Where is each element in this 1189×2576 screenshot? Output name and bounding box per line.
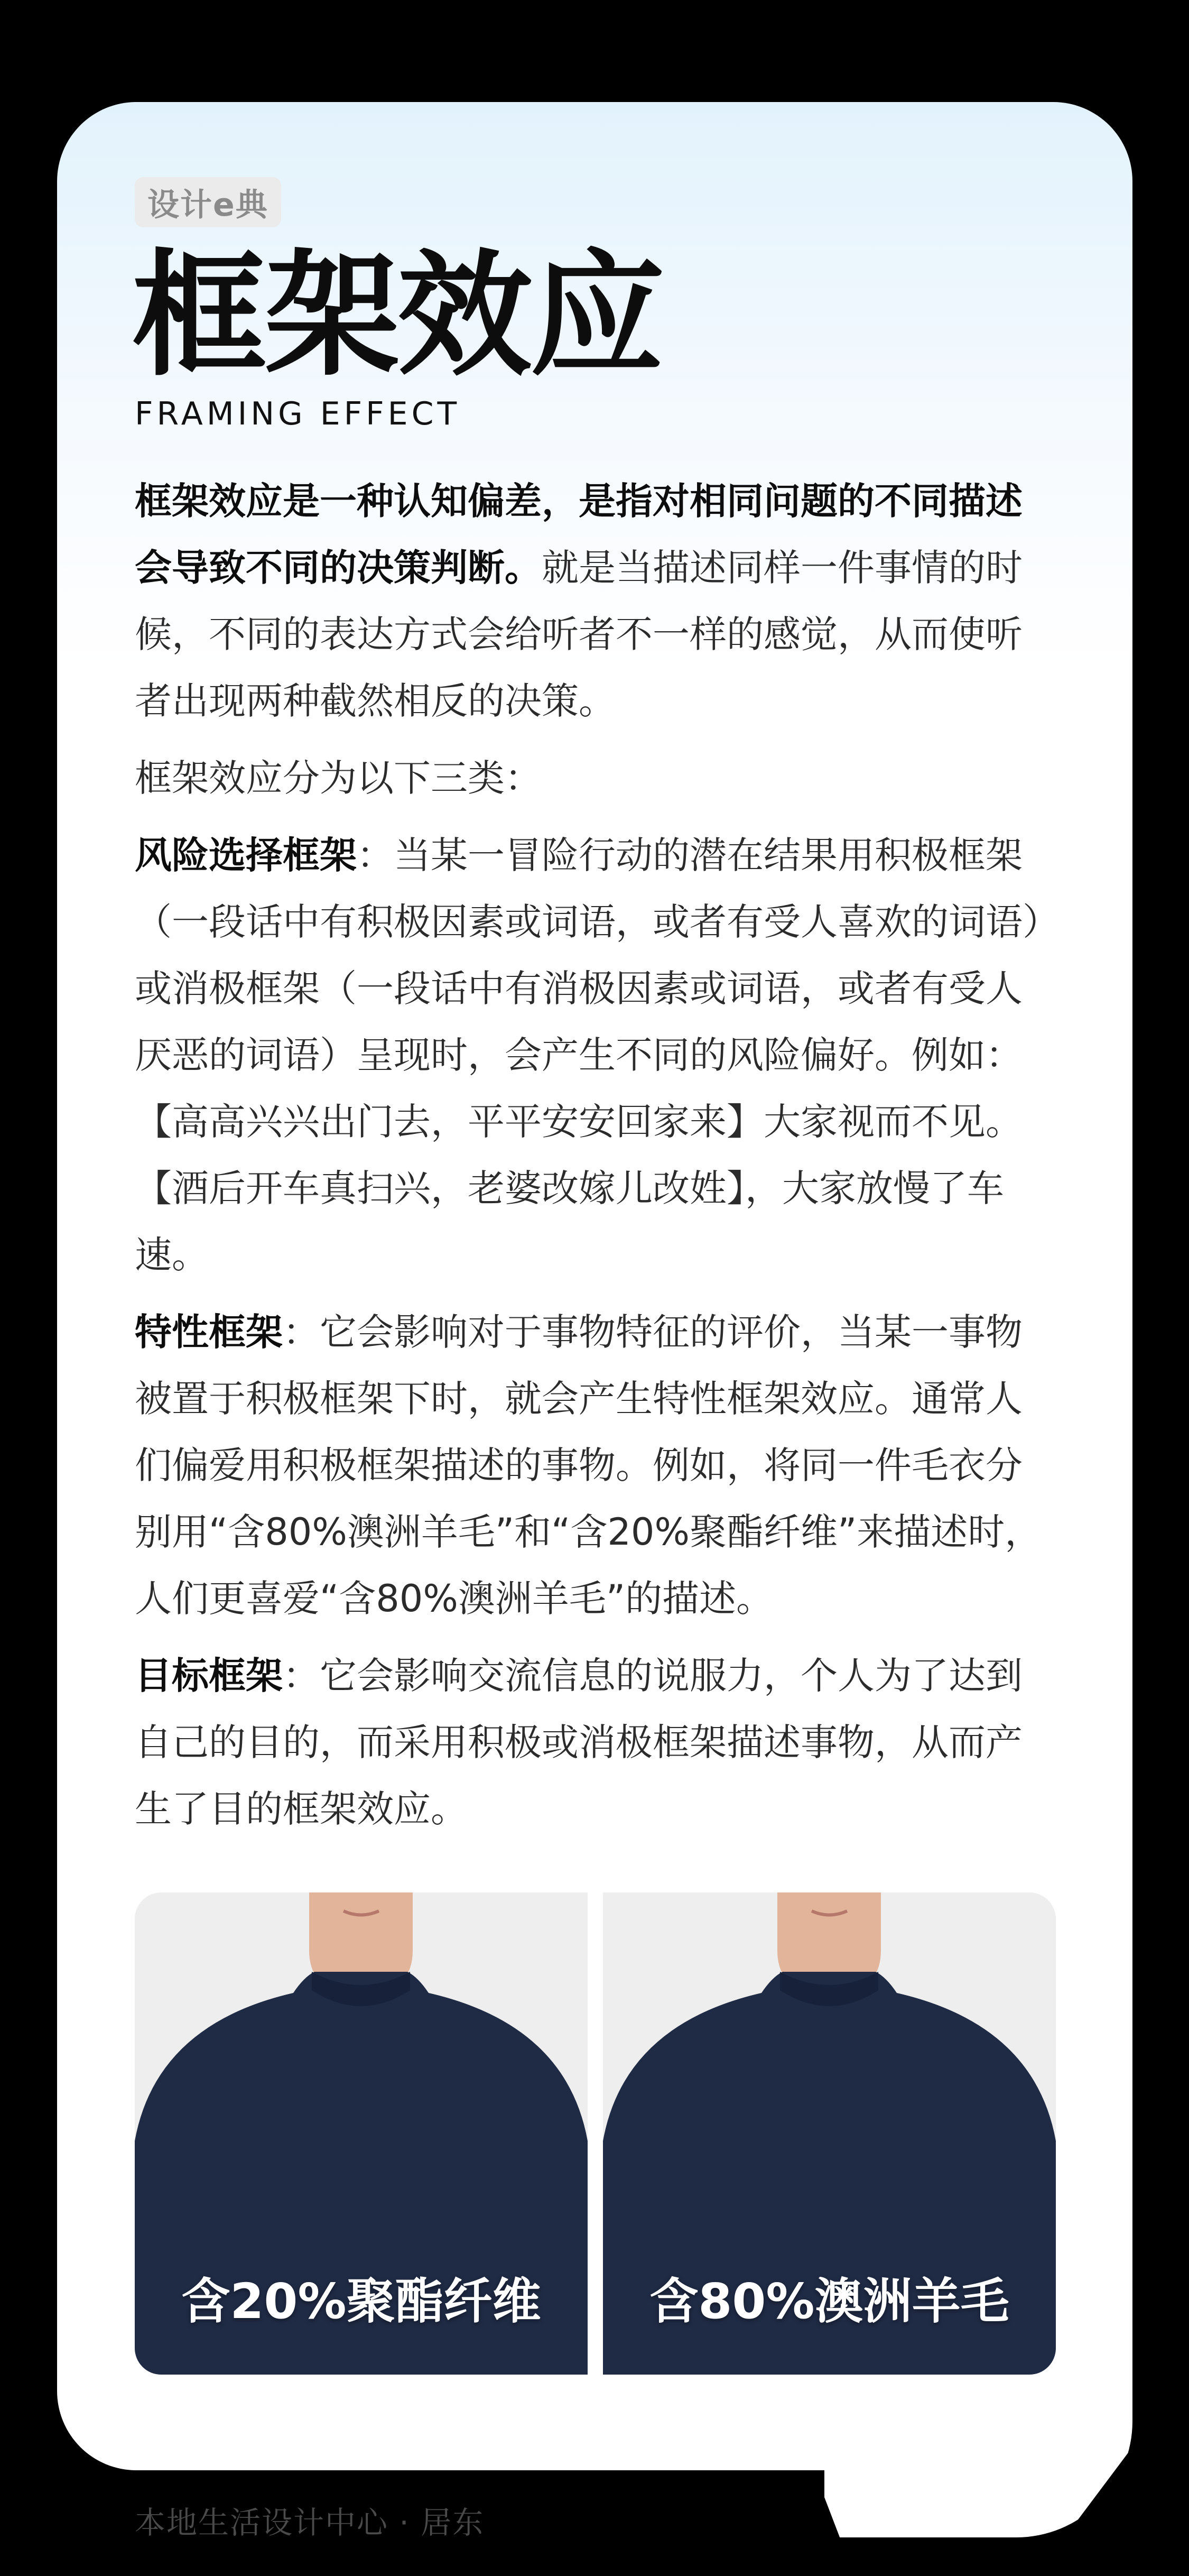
- photo-caption: 含80%澳洲羊毛: [649, 2273, 1009, 2330]
- photo-caption: 含20%聚酯纤维: [181, 2273, 541, 2330]
- article-body: [135, 468, 1057, 1853]
- section-term: 目标框架: [135, 1654, 283, 1697]
- brand-badge-label: 设计e典: [147, 186, 268, 224]
- classify-line: 框架效应分为以下三类：: [135, 756, 542, 800]
- section-attribute: [135, 1299, 1057, 1632]
- page-subtitle: FRAMING EFFECT: [135, 395, 461, 432]
- sweater-photo-polyester: [135, 1892, 588, 2375]
- intro-paragraph: [135, 468, 1057, 734]
- section-goal: [135, 1642, 1057, 1842]
- intro-bold: 框架效应是一种认知偏差，是指对相同问题的不同描述会导致不同的决策判断。: [135, 479, 1023, 589]
- intro-text: 就是当描述同样一件事情的时候，不同的表达方式会给听者不一样的感觉，从而使听者出现两种截然相反的决策。: [135, 546, 1023, 723]
- section-text: ：当某一冒险行动的潜在结果用积极框架（一段话中有积极因素或词语，或者有受人喜欢的词语）或消极框架（一段话中有消极因素或词语，或者有受人厌恶的词语）呈现时，会产生不同的风险偏好。例如：【高高兴兴出门去，平平安安回家来】大家视而不见。【酒后开车真扫兴，老婆改嫁儿改姓】，大家放慢了车速。: [135, 834, 1041, 1277]
- section-risk-choice: [135, 822, 1057, 1288]
- sweater-photo-wool: [603, 1892, 1056, 2375]
- footer-credit: 本地生活设计中心 · 居东: [135, 2505, 485, 2541]
- page-title: 框架效应: [132, 237, 663, 394]
- section-term: 特性框架: [135, 1310, 283, 1354]
- section-text: ：它会影响交流信息的说服力，个人为了达到自己的目的，而采用积极或消极框架描述事物，从而产生了目的框架效应。: [135, 1654, 1023, 1831]
- brand-badge: [135, 177, 281, 227]
- section-text: ：它会影响对于事物特征的评价，当某一事物被置于积极框架下时，就会产生特性框架效应。通常人们偏爱用积极框架描述的事物。例如，将同一件毛衣分别用“含80%澳洲羊毛”和“含20%聚酯纤维”来描述时，人们更喜爱“含80%澳洲羊毛”的描述。: [135, 1310, 1042, 1620]
- section-term: 风险选择框架: [135, 834, 357, 877]
